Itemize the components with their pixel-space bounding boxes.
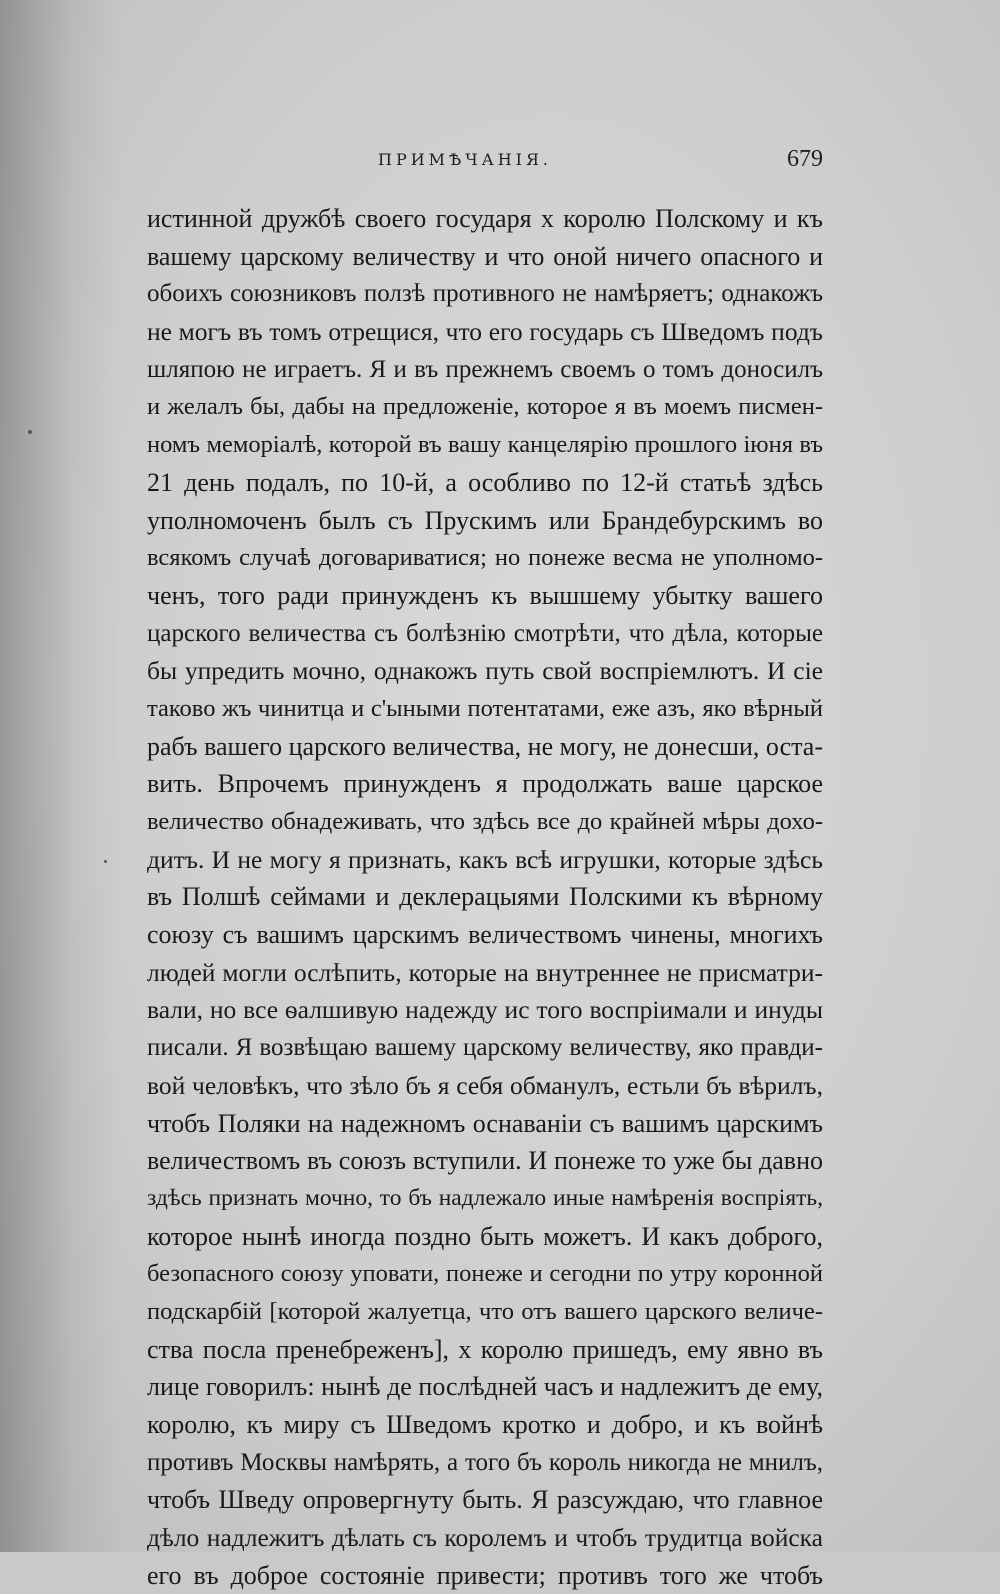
text-line: величество обнадеживать, что здѣсь все до крайней мѣры дохо- [147,808,823,835]
text-line: 21 день подалъ, по 10-й, а особливо по 12-й статьѣ здѣсь [147,467,823,497]
text-line: вали, но все ѳалшивую надежду ис того воспріимали и инуды [147,995,823,1025]
text-line: безопасного союзу уповати, понеже и сегодни по утру коронной [147,1260,823,1288]
text-line: королю, къ миру съ Шведомъ кротко и добро, и къ войнѣ [147,1410,823,1439]
text-line: всякомъ случаѣ договариватися; но понеже весма не уполномо- [147,544,823,572]
text-line: чтобъ Шведу опровергнуту быть. Я разсуждаю, что главное [147,1485,823,1515]
text-line: писали. Я возвѣщаю вашему царскому величеству, яко правди- [147,1034,823,1062]
text-line: и желалъ бы, дабы на предложеніе, которое я въ моемъ писмен- [147,393,823,421]
scan-speck [28,430,32,434]
text-line: его въ доброе состояніе привести; противъ того же чтобъ [147,1560,823,1590]
text-line: здѣсь признать мочно, то бъ надлежало иные намѣренія воспріять, [147,1184,823,1211]
text-line: дѣло надлежитъ дѣлать съ королемъ и чтобъ трудитца войска [147,1523,823,1553]
binding-shadow [0,0,120,1552]
text-line: обоихъ союзниковъ ползѣ противного не намѣряетъ; однакожъ [147,280,823,308]
text-line: противъ Москвы намѣрять, а того бъ король никогда не мнилъ, [147,1448,823,1476]
text-line: дитъ. И не могу я признать, какъ всѣ игрушки, которые здѣсь [147,844,823,874]
text-line: царского величества съ болѣзнію смотрѣти, что дѣла, которые [147,619,823,647]
text-line: не могъ въ томъ отрещися, что его государь съ Шведомъ подъ [147,317,823,347]
text-line: лице говорилъ: нынѣ де послѣдней часъ и надлежитъ де ему, [147,1372,823,1402]
text-line: чтобъ Поляки на надежномъ оснаваніи съ вашимъ царскимъ [147,1108,823,1138]
text-line: истинной дружбѣ своего государя х королю Полскому и къ [147,204,823,233]
text-line: въ Полшѣ сеймами и деклерацыями Полскими къ вѣрному [147,882,823,912]
text-line: ства посла пренебреженъ], х королю пришедъ, ему явно въ [147,1334,823,1364]
text-line: людей могли ослѣпить, которые на внутреннее не присматри- [147,957,823,987]
text-line: подскарбій [которой жалуетца, что отъ вашего царского величе- [147,1297,823,1325]
text-line: которое нынѣ иногда поздно быть можетъ. И какъ доброго, [147,1221,823,1251]
text-line: рабъ вашего царского величества, не могу, не донесши, оста- [147,731,823,761]
text-line: бы упредить мочно, однакожъ путь свой воспріемлютъ. И сіе [147,656,823,686]
body-text [147,200,823,1594]
text-line: вой человѣкъ, что зѣло бъ я себя обманулъ, естьли бъ вѣрилъ, [147,1070,823,1100]
text-line: союзу съ вашимъ царскимъ величествомъ чинены, многихъ [147,920,823,950]
scan-speck [104,860,107,863]
text-line: вить. Впрочемъ принужденъ я продолжать ваше царское [147,769,823,799]
text-line: величествомъ въ союзъ вступили. И понеже то уже бы давно [147,1146,823,1176]
running-head: ПРИМѢЧАНІЯ. [378,150,553,169]
text-line: шляпою не играетъ. Я и въ прежнемъ своемъ о томъ доносилъ [147,355,823,383]
text-line: номъ меморіалѣ, которой въ вашу канцелярію прошлого іюня въ [147,431,823,459]
text-line: таково жъ чинитца и с'ыными потентатами, еже азъ, яко вѣрный [147,694,823,722]
text-line: ченъ, того ради принужденъ къ вышшему убытку вашего [147,580,823,610]
text-line: уполномоченъ былъ съ Прускимъ или Брандебурскимъ во [147,505,823,535]
page-number: 679 [787,146,823,172]
text-line: вашему царскому величеству и что оной ничего опасного и [147,241,823,271]
